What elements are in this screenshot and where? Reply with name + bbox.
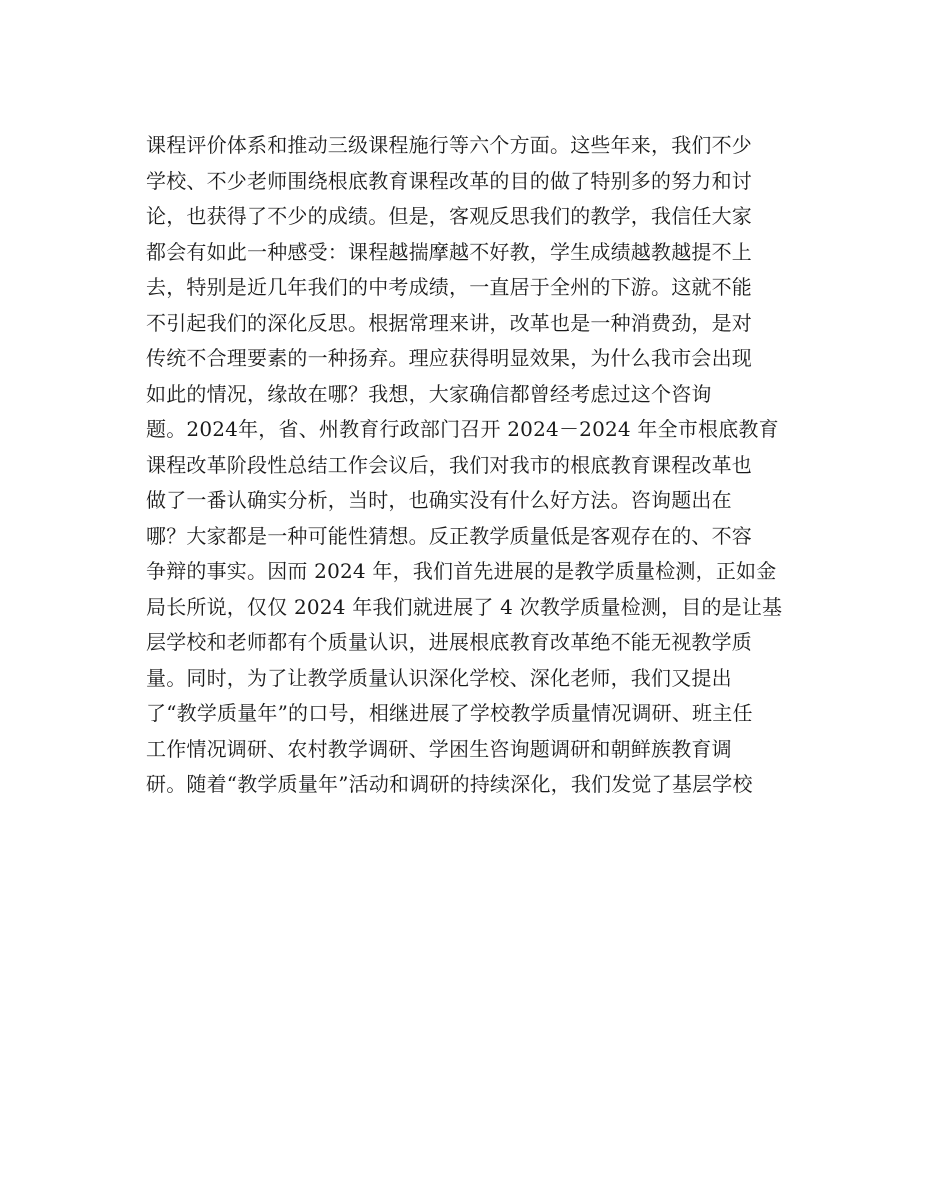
text-line-7: 传统不合理要素的一种扬弃。理应获得明显效果，为什么我市会出现 — [146, 346, 752, 370]
text-line-16: 量。同时，为了让教学质量认识深化学校、深化老师，我们又提出 — [146, 665, 732, 690]
text-line-1: 课程评价体系和推动三级课程施行等六个方面。这些年来，我们不少 — [146, 133, 752, 157]
text-line-6: 不引起我们的深化反思。根据常理来讲，改革也是一种消费劲，是对 — [146, 310, 752, 335]
text-line-8: 如此的情况，缘故在哪？我想，大家确信都曾经考虑过这个咨询 — [146, 381, 712, 406]
text-line-10: 课程改革阶段性总结工作会议后，我们对我市的根底教育课程改革也 — [146, 452, 752, 477]
text-line-2: 学校、不少老师围绕根底教育课程改革的目的做了特别多的努力和讨 — [146, 168, 752, 193]
text-line-15: 层学校和老师都有个质量认识，进展根底教育改革绝不能无视教学质 — [146, 630, 752, 654]
text-line-17: 了“教学质量年”的口号，相继进展了学校教学质量情况调研、班主任 — [146, 701, 753, 725]
text-line-18: 工作情况调研、农村教学调研、学困生咨询题调研和朝鲜族教育调 — [146, 736, 732, 761]
text-line-14: 局长所说，仅仅 2024 年我们就进展了 4 次教学质量检测，目的是让基 — [146, 594, 783, 619]
text-line-3: 论，也获得了不少的成绩。但是，客观反思我们的教学，我信任大家 — [146, 204, 752, 228]
text-line-12: 哪？大家都是一种可能性猜想。反正教学质量低是客观存在的、不容 — [146, 523, 752, 548]
text-line-13: 争辩的事实。因而 2024 年，我们首先进展的是教学质量检测，正如金 — [146, 559, 777, 583]
text-line-9: 题。2024年，省、州教育行政部门召开 2024－2024 年全市根底教育 — [146, 417, 779, 441]
text-line-5: 去，特别是近几年我们的中考成绩，一直居于全州的下游。这就不能 — [146, 275, 752, 299]
body-text — [146, 128, 816, 803]
text-line-4: 都会有如此一种感受：课程越揣摩越不好教，学生成绩越教越提不上 — [146, 239, 752, 264]
text-line-19: 研。随着“教学质量年”活动和调研的持续深化，我们发觉了基层学校 — [146, 772, 753, 796]
text-line-11: 做了一番认确实分析，当时，也确实没有什么好方法。咨询题出在 — [146, 488, 732, 512]
